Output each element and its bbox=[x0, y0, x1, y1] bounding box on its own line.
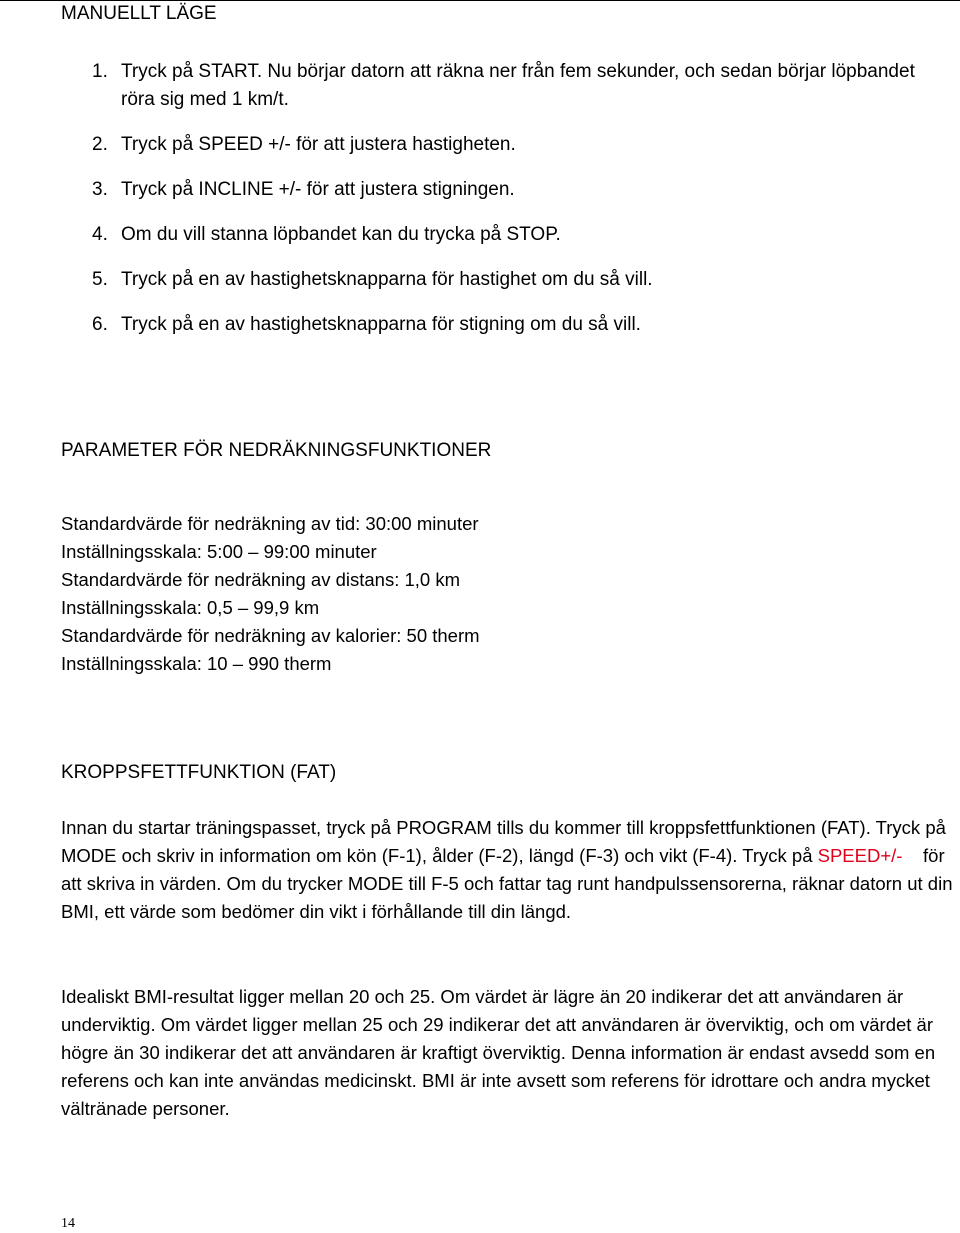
step-number: 3. bbox=[92, 179, 108, 200]
step-number: 1. bbox=[92, 61, 108, 82]
body-fat-title: KROPPSFETTFUNKTION (FAT) bbox=[61, 762, 337, 783]
bmi-info: Idealiskt BMI-resultat ligger mellan 20 och 25. Om värdet är lägre än 20 indikerar det att användaren är underviktig. Om värdet ligger mellan 25 och 29 indikerar det att användaren är överviktig, och om värdet är högre än 30 indikerar det att användaren är kraftigt överviktig. Denna information är endast avsedd som en referens och kan inte användas medicinskt. BMI är inte avsett som referens för idrottare och andra mycket vältränade personer. bbox=[61, 986, 936, 1119]
step-item bbox=[89, 266, 939, 294]
step-text: Tryck på en av hastighetsknapparna för stigning om du så vill. bbox=[121, 314, 641, 335]
parameter-line: Inställningsskala: 0,5 – 99,9 km bbox=[61, 597, 320, 618]
parameter-line: Standardvärde för nedräkning av kalorier: 50 therm bbox=[61, 625, 480, 646]
body-fat-instructions bbox=[61, 814, 956, 926]
step-number: 2. bbox=[92, 134, 108, 155]
step-text: Tryck på SPEED +/- för att justera hastigheten. bbox=[121, 134, 516, 155]
step-number: 4. bbox=[92, 224, 108, 245]
step-number: 5. bbox=[92, 269, 108, 290]
page-number: 14 bbox=[61, 1216, 75, 1231]
step-item bbox=[89, 311, 939, 339]
instructions-text: Innan du startar träningspasset, tryck på PROGRAM tills du kommer till kroppsfettfunktionen (FAT). Tryck på MODE och skriv in information om kön (F-1), ålder (F-2), längd (F-3) och vikt (F-4). Tryck på bbox=[61, 817, 946, 866]
parameter-line: Standardvärde för nedräkning av tid: 30:00 minuter bbox=[61, 513, 479, 534]
step-item bbox=[89, 58, 939, 114]
step-text: Om du vill stanna löpbandet kan du trycka på STOP. bbox=[121, 224, 561, 245]
step-item bbox=[89, 176, 939, 204]
step-item bbox=[89, 131, 939, 159]
step-text: Tryck på INCLINE +/- för att justera stigningen. bbox=[121, 179, 515, 200]
manual-mode-title: MANUELLT LÄGE bbox=[61, 3, 217, 24]
parameter-line: Inställningsskala: 5:00 – 99:00 minuter bbox=[61, 541, 377, 562]
top-rule bbox=[0, 0, 960, 1]
speed-highlight: SPEED+/- bbox=[817, 845, 903, 866]
step-item bbox=[89, 221, 939, 249]
parameter-line: Inställningsskala: 10 – 990 therm bbox=[61, 653, 332, 674]
step-text: Tryck på en av hastighetsknapparna för hastighet om du så vill. bbox=[121, 269, 653, 290]
instructions-text-continued: för att skriva in värden. Om du trycker MODE till F-5 och fattar tag runt handpulssensorerna, räknar datorn ut din BMI, ett värde som bedömer din vikt i förhållande till din längd. bbox=[61, 845, 958, 922]
parameter-line: Standardvärde för nedräkning av distans: 1,0 km bbox=[61, 569, 461, 590]
manual-mode-steps bbox=[89, 58, 939, 356]
countdown-title: PARAMETER FÖR NEDRÄKNINGSFUNKTIONER bbox=[61, 440, 492, 461]
step-number: 6. bbox=[92, 314, 108, 335]
step-text: Tryck på START. Nu börjar datorn att räkna ner från fem sekunder, och sedan börjar löpbandet röra sig med 1 km/t. bbox=[121, 61, 915, 110]
countdown-parameters bbox=[61, 510, 480, 678]
